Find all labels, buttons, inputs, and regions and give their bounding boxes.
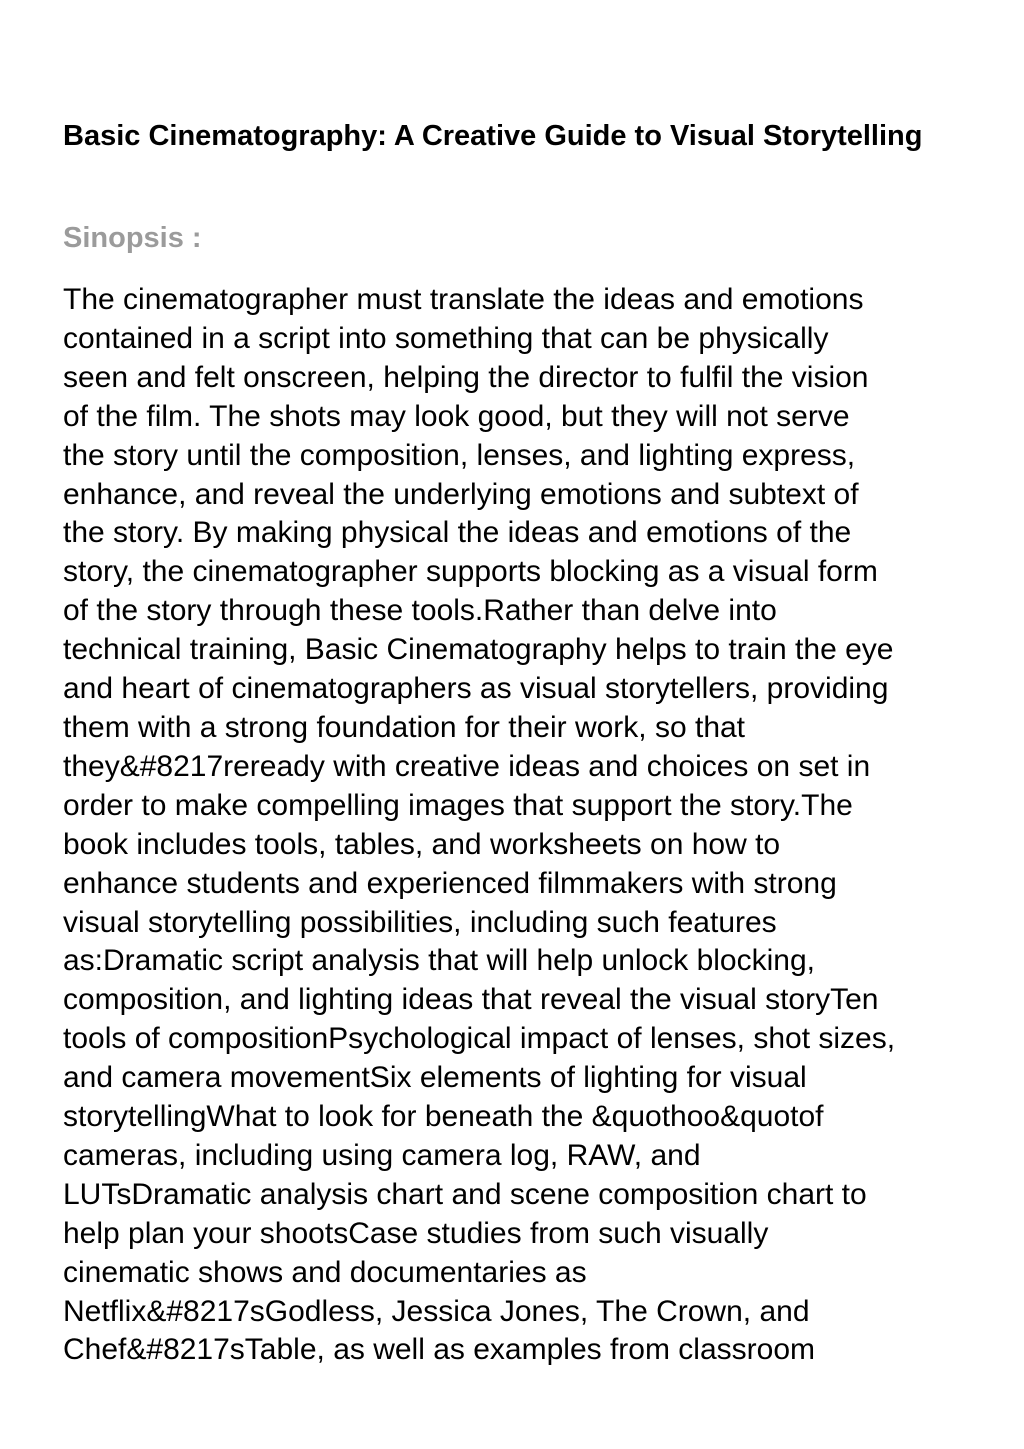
synopsis-line: cinematic shows and documentaries as xyxy=(63,1255,587,1289)
synopsis-line: order to make compelling images that support the story.The xyxy=(63,788,853,822)
synopsis-line: of the story through these tools.Rather than delve into xyxy=(63,594,777,628)
synopsis-line: composition, and lighting ideas that reveal the visual storyTen xyxy=(63,983,879,1017)
section-label: Sinopsis : xyxy=(63,222,202,254)
synopsis-line: Chef&#8217sTable, as well as examples from classroom xyxy=(63,1333,816,1367)
document-title: Basic Cinematography: A Creative Guide to Visual Storytelling xyxy=(63,120,923,152)
synopsis-line: enhance students and experienced filmmakers with strong xyxy=(63,866,837,900)
synopsis-line: seen and felt onscreen, helping the director to fulfil the vision xyxy=(63,360,869,394)
synopsis-line: of the film. The shots may look good, but they will not serve xyxy=(63,399,850,433)
synopsis-line: the story. By making physical the ideas and emotions of the xyxy=(63,516,852,550)
synopsis-line: and heart of cinematographers as visual storytellers, providing xyxy=(63,672,889,706)
synopsis-line: story, the cinematographer supports blocking as a visual form xyxy=(63,555,878,589)
synopsis-line: storytellingWhat to look for beneath the &quothoo&quotof xyxy=(63,1100,824,1134)
synopsis-line: cameras, including using camera log, RAW, and xyxy=(63,1138,701,1172)
synopsis-line: they&#8217reready with creative ideas and choices on set in xyxy=(63,749,871,783)
synopsis-line: book includes tools, tables, and worksheets on how to xyxy=(63,827,781,861)
synopsis-body xyxy=(63,281,963,1370)
synopsis-line: The cinematographer must translate the ideas and emotions xyxy=(63,283,864,316)
synopsis-line: technical training, Basic Cinematography helps to train the eye xyxy=(63,633,894,667)
synopsis-line: enhance, and reveal the underlying emotions and subtext of xyxy=(63,477,859,511)
synopsis-line: LUTsDramatic analysis chart and scene composition chart to xyxy=(63,1177,867,1211)
synopsis-line: help plan your shootsCase studies from such visually xyxy=(63,1216,769,1250)
synopsis-line: them with a strong foundation for their work, so that xyxy=(63,710,746,744)
synopsis-line: the story until the composition, lenses, and lighting express, xyxy=(63,438,856,472)
synopsis-line: visual storytelling possibilities, including such features xyxy=(63,905,777,939)
synopsis-line: Netflix&#8217sGodless, Jessica Jones, The Crown, and xyxy=(63,1294,810,1328)
synopsis-line: contained in a script into something that can be physically xyxy=(63,321,829,355)
synopsis-line: as:Dramatic script analysis that will help unlock blocking, xyxy=(63,944,815,978)
synopsis-line: and camera movementSix elements of lighting for visual xyxy=(63,1061,807,1095)
synopsis-line: tools of compositionPsychological impact of lenses, shot sizes, xyxy=(63,1022,896,1056)
